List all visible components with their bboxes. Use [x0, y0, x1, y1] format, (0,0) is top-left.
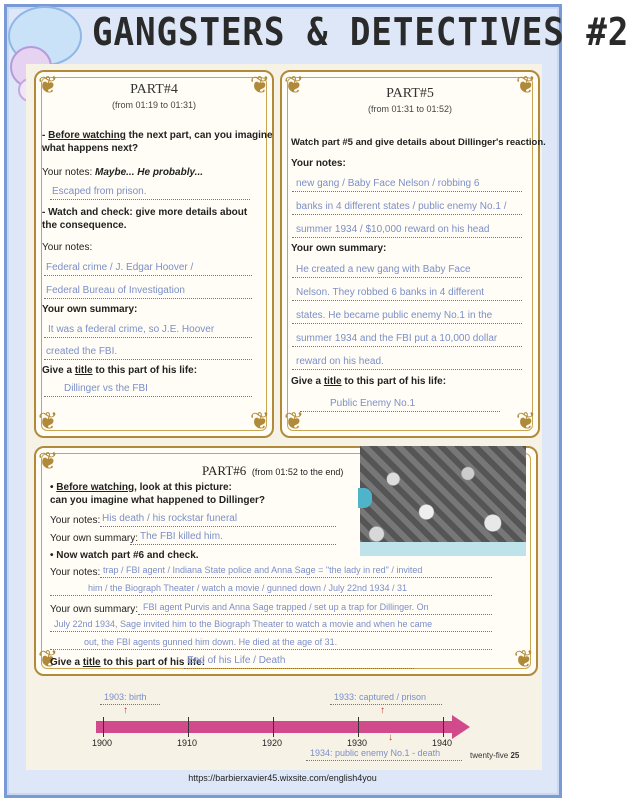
part4-title-question: Give a title to this part of his life:	[42, 365, 198, 376]
part4-time: (from 01:19 to 01:31)	[111, 100, 197, 110]
answer-line	[100, 577, 492, 578]
answer-line	[292, 323, 522, 324]
part6-title: PART#6 (from 01:52 to the end)	[202, 463, 344, 478]
part5-summary-line3: states. He became public enemy No.1 in the	[296, 310, 493, 321]
part6-summary2-line2: July 22nd 1934, Sage invited him to the Biograph Theater to watch a movie and when he came	[54, 619, 433, 629]
corner-ornament: ❦	[38, 72, 59, 99]
part6-summary2-line3: out, the FBI agents gunned him down. He died at the age of 31.	[84, 637, 338, 647]
corner-ornament: ❦	[284, 72, 305, 99]
answer-line	[300, 411, 500, 412]
part5-summary-line2: Nelson. They robbed 6 banks in 4 different	[296, 287, 485, 298]
answer-line	[50, 595, 492, 596]
timeline-tick	[273, 717, 274, 737]
timeline-tick	[358, 717, 359, 737]
part5-notes-line2: banks in 4 different states / public enemy No.1 /	[296, 201, 507, 212]
enemy-arrow-icon: ↓	[388, 732, 393, 743]
birth-arrow-icon: ↑	[123, 705, 128, 716]
timeline-tick	[443, 717, 444, 737]
part4-question-2: - Watch and check: give more details about	[42, 207, 248, 218]
part5-notes-line1: new gang / Baby Face Nelson / robbing 6	[296, 178, 480, 189]
part5-summary-line1: He created a new gang with Baby Face	[296, 264, 471, 275]
part6-title-answer: End of his Life / Death	[187, 655, 286, 666]
part4-title-answer: Dillinger vs the FBI	[64, 383, 148, 394]
answer-line	[100, 704, 160, 705]
part5-notes-label: Your notes:	[291, 158, 346, 169]
answer-line	[330, 704, 442, 705]
part6-notes2-label: Your notes:	[50, 567, 101, 578]
part5-time: (from 01:31 to 01:52)	[367, 104, 453, 114]
timeline-year: 1940	[432, 738, 453, 748]
answer-line	[44, 396, 252, 397]
answer-line	[44, 298, 252, 299]
part6-summary-answer: The FBI killed him.	[140, 531, 223, 542]
part6-notes2-line2: him / the Biograph Theater / watch a movie / gunned down / July 22nd 1934 / 31	[88, 583, 408, 593]
corner-ornament: ❦	[249, 408, 270, 435]
answer-line	[292, 214, 522, 215]
answer-line	[184, 668, 414, 669]
part6-summary2-label: Your own summary:	[50, 604, 138, 615]
answer-line	[292, 191, 522, 192]
answer-line	[50, 631, 492, 632]
part4-question-1: - Before watching the next part, can you imagine	[42, 130, 273, 141]
dillinger-funeral-photo	[360, 446, 526, 556]
answer-line	[138, 614, 492, 615]
corner-ornament: ❦	[38, 646, 59, 673]
corner-ornament: ❦	[284, 408, 305, 435]
timeline-year: 1930	[347, 738, 368, 748]
page-number: twenty-five 25	[470, 751, 520, 760]
part5-notes-line3: summer 1934 / $10,000 reward on his head	[296, 224, 490, 235]
part4-notes2-label: Your notes:	[42, 242, 93, 253]
timeline-event-birth: 1903: birth	[104, 692, 147, 702]
part4-answer-2-line1: Federal crime / J. Edgar Hoover /	[46, 262, 194, 273]
part6-notes-label: Your notes:	[50, 515, 101, 526]
part5-summary-line4: summer 1934 and the FBI put a 10,000 dollar	[296, 333, 498, 344]
timeline-event-enemy: 1934: public enemy No.1 - death	[310, 748, 441, 758]
timeline-arrowhead	[452, 715, 470, 739]
answer-line	[44, 359, 252, 360]
part6-summary2-line1: FBI agent Purvis and Anna Sage trapped / set up a trap for Dillinger. On	[143, 602, 429, 612]
captured-arrow-icon: ↑	[380, 705, 385, 716]
part4-answer-1: Escaped from prison.	[52, 186, 147, 197]
part5-title: PART#5	[386, 86, 434, 101]
answer-line	[292, 277, 522, 278]
answer-line	[292, 300, 522, 301]
part6-summary-label: Your own summary:	[50, 533, 138, 544]
part6-question-1-line2: can you imagine what happened to Dillinger?	[50, 495, 266, 506]
part6-question-2: • Now watch part #6 and check.	[50, 550, 199, 561]
answer-line	[306, 760, 462, 761]
timeline-year: 1920	[262, 738, 283, 748]
part4-notes-label: Your notes: Maybe... He probably...	[42, 167, 204, 178]
answer-line	[292, 237, 522, 238]
part5-instruction: Watch part #5 and give details about Dillinger's reaction.	[291, 137, 546, 148]
answer-line	[292, 346, 522, 347]
video-progress-bar	[360, 542, 526, 556]
part6-notes2-line1: trap / FBI agent / Indiana State police and Anna Sage = "the lady in red" / invited	[103, 565, 423, 575]
answer-line	[44, 275, 252, 276]
part4-answer-2-line2: Federal Bureau of Investigation	[46, 285, 185, 296]
part4-summary-label: Your own summary:	[42, 304, 138, 315]
part5-summary-label: Your own summary:	[291, 243, 387, 254]
play-icon	[358, 488, 372, 508]
timeline-bar	[96, 721, 452, 733]
answer-line	[100, 526, 336, 527]
timeline-year: 1910	[177, 738, 198, 748]
answer-line	[130, 544, 336, 545]
part4-question-1-line2: what happens next?	[42, 143, 139, 154]
corner-ornament: ❦	[38, 448, 59, 475]
corner-ornament: ❦	[38, 408, 59, 435]
answer-line	[292, 369, 522, 370]
corner-ornament: ❦	[513, 646, 534, 673]
timeline-event-captured: 1933: captured / prison	[334, 692, 427, 702]
part6-notes-answer: His death / his rockstar funeral	[102, 513, 238, 524]
timeline-year: 1900	[92, 738, 113, 748]
timeline-tick	[188, 717, 189, 737]
part4-question-2-line2: the consequence.	[42, 220, 127, 231]
timeline-tick	[103, 717, 104, 737]
part4-title: PART#4	[130, 82, 178, 97]
corner-ornament: ❦	[249, 72, 270, 99]
crowd-image	[360, 446, 526, 556]
part4-summary-line1: It was a federal crime, so J.E. Hoover	[48, 324, 215, 335]
footer-url[interactable]: https://barbierxavier45.wixsite.com/english4you	[188, 773, 377, 783]
corner-ornament: ❦	[515, 72, 536, 99]
corner-ornament: ❦	[515, 408, 536, 435]
part6-title-question: Give a title to this part of his life:	[50, 657, 206, 668]
worksheet-title: GANGSTERS & DETECTIVES #2	[92, 10, 629, 54]
part5-title-answer: Public Enemy No.1	[330, 398, 416, 409]
part4-summary-line2: created the FBI.	[46, 346, 118, 357]
part5-summary-line5: reward on his head.	[296, 356, 384, 367]
answer-line	[50, 649, 492, 650]
part5-title-question: Give a title to this part of his life:	[291, 376, 447, 387]
answer-line	[44, 337, 252, 338]
answer-line	[50, 199, 250, 200]
part6-question-1: • Before watching, look at this picture:	[50, 482, 232, 493]
